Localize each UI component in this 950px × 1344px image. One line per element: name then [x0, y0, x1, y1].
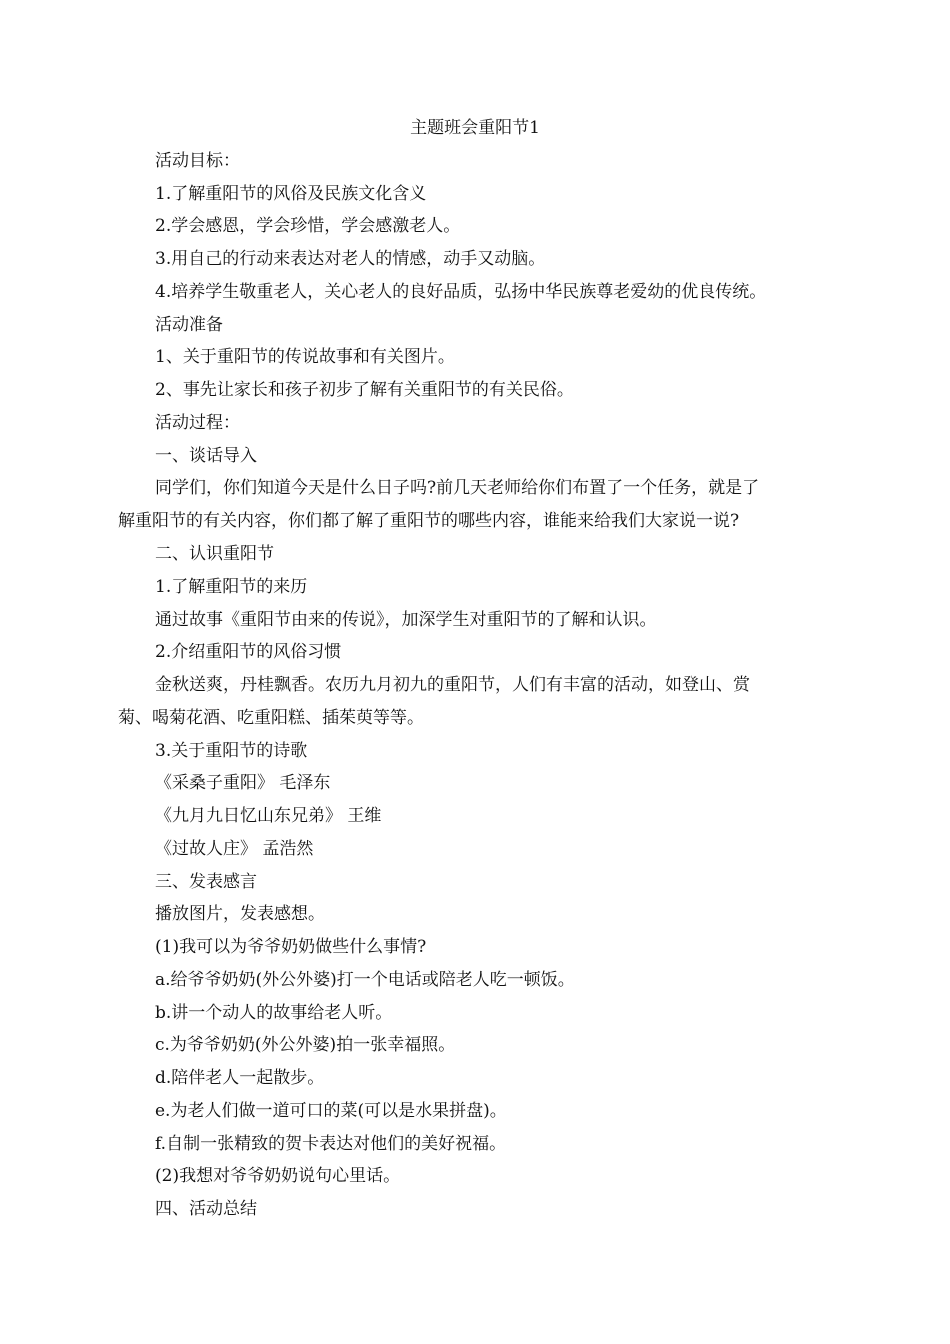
poems-subheading: 3.关于重阳节的诗歌: [155, 741, 308, 761]
feelings-intro: 播放图片，发表感想。: [155, 904, 325, 924]
origin-text: 通过故事《重阳节由来的传说》，加深学生对重阳节的了解和认识。: [155, 610, 657, 630]
origin-subheading: 1.了解重阳节的来历: [155, 577, 308, 597]
goal-item-4: 4.培养学生敬重老人，关心老人的良好品质，弘扬中华民族尊老爱幼的优良传统。: [155, 282, 767, 302]
section-heading-goals: 活动目标：: [155, 151, 240, 171]
section-heading-process: 活动过程：: [155, 413, 240, 433]
process-step-4-heading: 四、活动总结: [155, 1199, 257, 1219]
poem-2: 《九月九日忆山东兄弟》 王维: [155, 806, 382, 826]
answer-item-c: c.为爷爷奶奶(外公外婆)拍一张幸福照。: [155, 1035, 456, 1055]
question-2: (2)我想对爷爷奶奶说句心里话。: [155, 1166, 401, 1186]
poem-1: 《采桑子重阳》 毛泽东: [155, 773, 331, 793]
goal-item-3: 3.用自己的行动来表达对老人的情感，动手又动脑。: [155, 249, 546, 269]
intro-paragraph: [118, 472, 838, 537]
preparation-item-1: 1、关于重阳节的传说故事和有关图片。: [155, 347, 455, 367]
answer-item-b: b.讲一个动人的故事给老人听。: [155, 1003, 393, 1023]
customs-paragraph-line-1: 金秋送爽，丹桂飘香。农历九月初九的重阳节，人们有丰富的活动，如登山、赏: [155, 675, 750, 695]
question-1: (1)我可以为爷爷奶奶做些什么事情?: [155, 937, 427, 957]
poem-3: 《过故人庄》 孟浩然: [155, 839, 314, 859]
process-step-1-heading: 一、谈话导入: [155, 446, 257, 466]
document-title: 主题班会重阳节1: [410, 118, 540, 138]
customs-subheading: 2.介绍重阳节的风俗习惯: [155, 642, 342, 662]
answer-item-d: d.陪伴老人一起散步。: [155, 1068, 325, 1088]
section-heading-preparation: 活动准备: [155, 315, 223, 335]
process-step-3-heading: 三、发表感言: [155, 872, 257, 892]
customs-paragraph-line-2: 菊、喝菊花酒、吃重阳糕、插茱萸等等。: [118, 707, 424, 728]
intro-paragraph-line-2: 解重阳节的有关内容，你们都了解了重阳节的哪些内容，谁能来给我们大家说一说?: [118, 510, 740, 531]
answer-item-f: f.自制一张精致的贺卡表达对他们的美好祝福。: [155, 1134, 507, 1154]
intro-paragraph-line-1: 同学们，你们知道今天是什么日子吗?前几天老师给你们布置了一个任务，就是了: [155, 478, 760, 498]
process-step-2-heading: 二、认识重阳节: [155, 544, 274, 564]
answer-item-e: e.为老人们做一道可口的菜(可以是水果拼盘)。: [155, 1101, 507, 1121]
customs-paragraph: [118, 669, 838, 734]
goal-item-1: 1.了解重阳节的风俗及民族文化含义: [155, 184, 427, 204]
answer-item-a: a.给爷爷奶奶(外公外婆)打一个电话或陪老人吃一顿饭。: [155, 970, 575, 990]
preparation-item-2: 2、事先让家长和孩子初步了解有关重阳节的有关民俗。: [155, 380, 574, 400]
goal-item-2: 2.学会感恩，学会珍惜，学会感激老人。: [155, 216, 461, 236]
